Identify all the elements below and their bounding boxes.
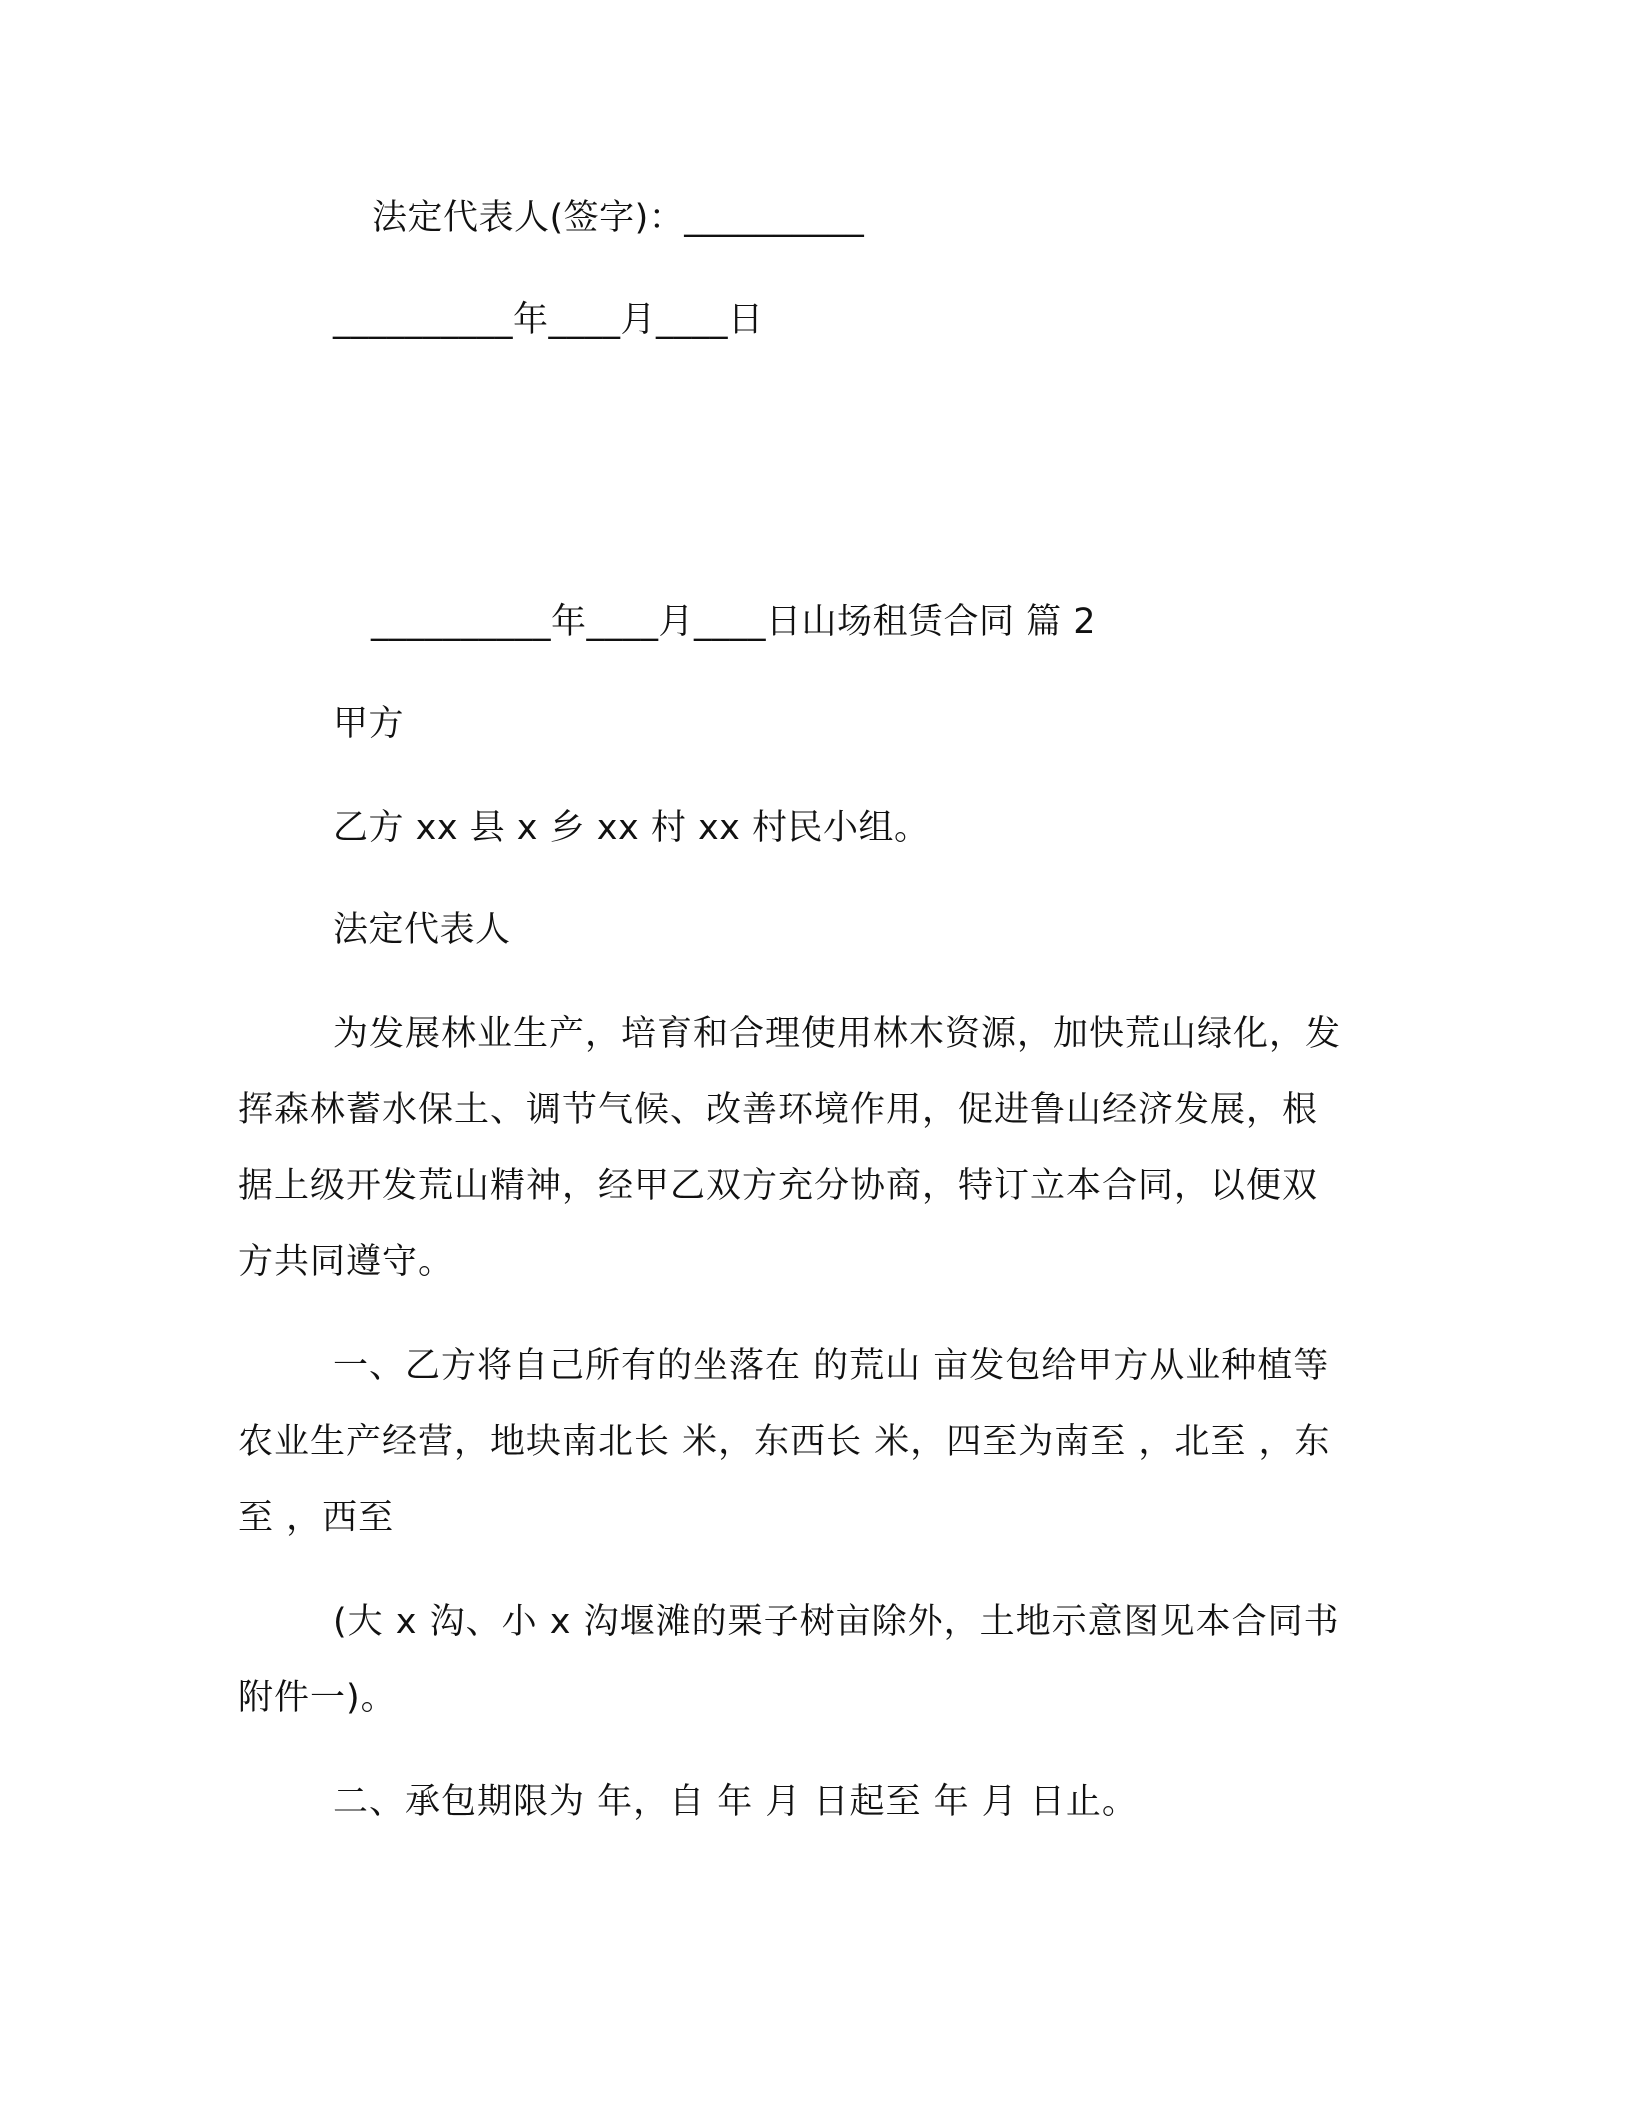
signature-line: 法定代表人(签字)：__________ — [372, 198, 865, 238]
preamble-line: 为发展林业生产，培育和合理使用林木资源，加快荒山绿化，发 — [333, 1014, 1342, 1054]
preamble-line: 方共同遵守。 — [238, 1242, 455, 1282]
clause-line: 农业生产经营，地块南北长 米，东西长 米，四至为南至 ，北至 ，东 — [238, 1422, 1331, 1462]
clause-line: 一、乙方将自己所有的坐落在 的荒山 亩发包给甲方从业种植等 — [333, 1346, 1330, 1386]
party-b-label: 乙方 xx 县 x 乡 xx 村 xx 村民小组。 — [333, 808, 930, 848]
clause-2-paragraph: 二、承包期限为 年，自 年 月 日起至 年 月 日止。 — [333, 1782, 1138, 1822]
party-a-label: 甲方 — [333, 704, 405, 744]
legal-representative-label: 法定代表人 — [333, 910, 511, 950]
date-line: __________年____月____日 — [333, 300, 764, 340]
preamble-line: 据上级开发荒山精神，经甲乙双方充分协商，特订立本合同，以便双 — [238, 1166, 1319, 1206]
clause-note-line: (大 x 沟、小 x 沟堰滩的栗子树亩除外，土地示意图见本合同书 — [333, 1602, 1340, 1642]
clause-note-line: 附件一)。 — [238, 1678, 397, 1718]
section-title: __________年____月____日山场租赁合同 篇 2 — [371, 602, 1097, 642]
clause-line: 至 ，西至 — [238, 1498, 395, 1538]
preamble-line: 挥森林蓄水保土、调节气候、改善环境作用，促进鲁山经济发展，根 — [238, 1090, 1319, 1130]
